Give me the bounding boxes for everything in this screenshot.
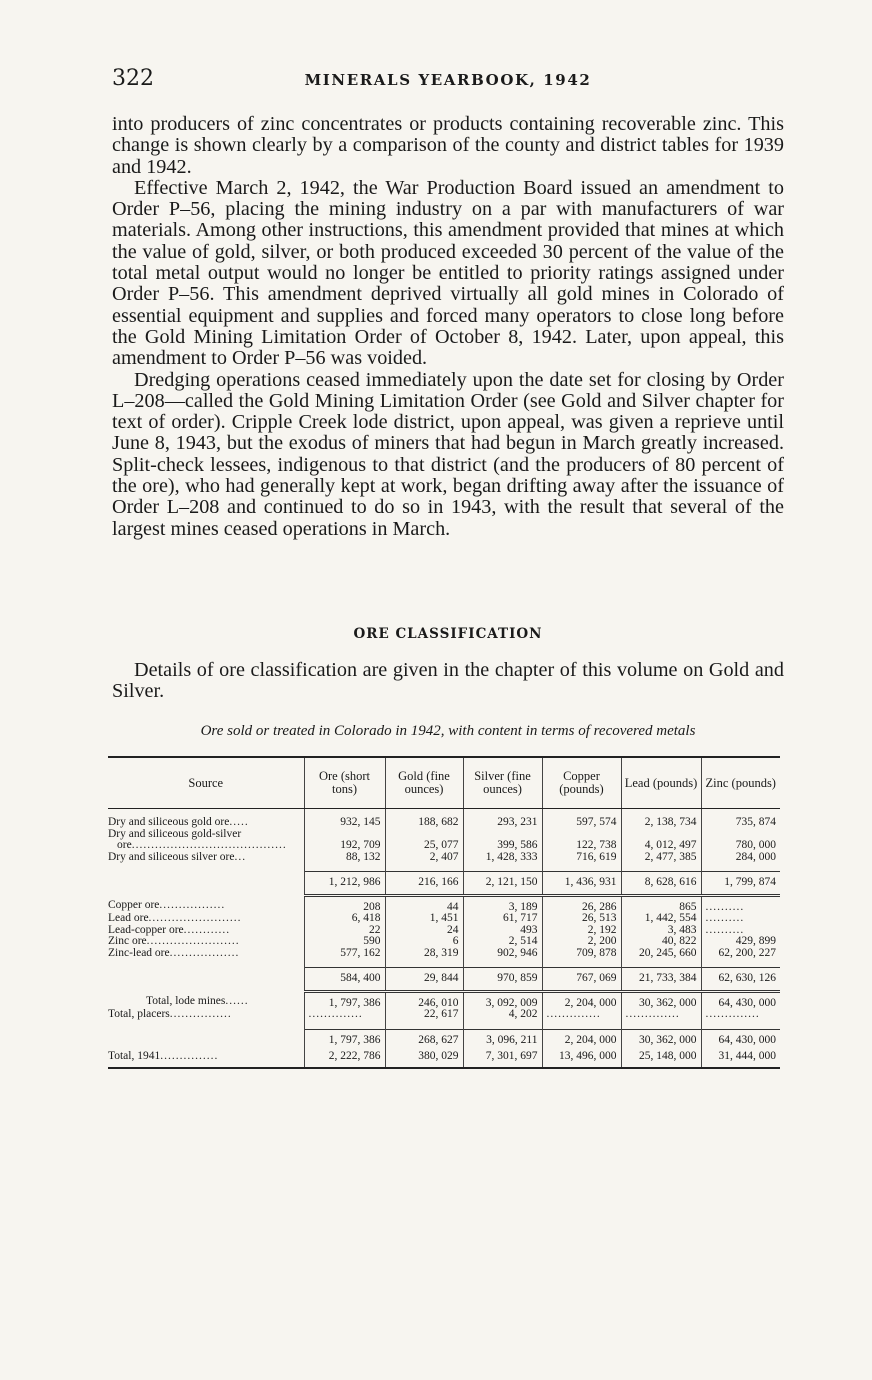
row-label: Total, placers xyxy=(108,1008,170,1020)
table-cell: 88, 132 xyxy=(304,852,385,864)
table-cell: 6 xyxy=(385,936,463,948)
row-label: Dry and siliceous gold ore xyxy=(108,816,230,828)
table-cell: 22, 617 xyxy=(385,1009,463,1021)
table-cell: 1, 797, 386 xyxy=(304,991,385,1009)
table-cell: 1, 442, 554 xyxy=(621,913,701,925)
table-cell: 216, 166 xyxy=(385,872,463,896)
table-row: Lead-copper ore............ 22 24 493 2, 192 3, 483 .......... xyxy=(108,925,780,937)
row-label: Total, 1941 xyxy=(108,1050,161,1062)
paragraph-war-production-board: Effective March 2, 1942, the War Production Board issued an amendment to Order P–56, placing the mining industry on a par with manufacturers of war materials. Among other instructions, this amendment provided that mines at which the value of gold, silver, or both produced exceeded 30 percent of the value of the total metal output would no longer be entitled to priority ratings assigned under Order P–56. This amendment deprived virtually all gold mines in Colorado of essential equipment and supplies and forced many operators to close long before the Gold Mining Limitation Order of October 8, 1942. Later, upon appeal, this amendment to Order P–56 was voided. xyxy=(112,176,784,370)
table-cell-empty: .......... xyxy=(701,895,780,913)
page-number: 322 xyxy=(112,66,154,91)
table-cell: 3, 096, 211 xyxy=(463,1029,542,1051)
table-cell: 6, 418 xyxy=(304,913,385,925)
table-cell: 25, 077 xyxy=(385,840,463,852)
table-cell: 26, 513 xyxy=(542,913,621,925)
table-row: Total, lode mines...... 1, 797, 386 246, 010 3, 092, 009 2, 204, 000 30, 362, 000 64, 430, 000 xyxy=(108,991,780,1009)
table-cell: 20, 245, 660 xyxy=(621,948,701,960)
table-cell: 44 xyxy=(385,895,463,913)
table-cell: 8, 628, 616 xyxy=(621,872,701,896)
running-title: MINERALS YEARBOOK, 1942 xyxy=(304,71,592,89)
table-cell: 584, 400 xyxy=(304,968,385,992)
table-cell: 932, 145 xyxy=(304,817,385,829)
header-silver: Silver (fine ounces) xyxy=(463,757,542,809)
table-cell: 24 xyxy=(385,925,463,937)
table-cell: 4, 012, 497 xyxy=(621,840,701,852)
table-cell: 709, 878 xyxy=(542,948,621,960)
header-ore: Ore (short tons) xyxy=(304,757,385,809)
table-cell: 284, 000 xyxy=(701,852,780,864)
page-header xyxy=(112,66,784,96)
table-cell: 399, 586 xyxy=(463,840,542,852)
table-cell: 716, 619 xyxy=(542,852,621,864)
table-cell: 1, 428, 333 xyxy=(463,852,542,864)
table-cell-empty: .............. xyxy=(304,1009,385,1021)
section-text xyxy=(112,660,784,703)
header-source: Source xyxy=(108,757,304,809)
table-cell: 246, 010 xyxy=(385,991,463,1009)
table-row: Copper ore................. 208 44 3, 189 26, 286 865 .......... xyxy=(108,895,780,913)
table-cell: 2, 138, 734 xyxy=(621,817,701,829)
table-row: Zinc-lead ore.................. 577, 162 28, 319 902, 946 709, 878 20, 245, 660 62, 200, 227 xyxy=(108,948,780,960)
table-cell: 2, 192 xyxy=(542,925,621,937)
header-gold: Gold (fine ounces) xyxy=(385,757,463,809)
table-cell: 1, 212, 986 xyxy=(304,872,385,896)
grand-total-row xyxy=(108,1029,780,1051)
table-cell: 293, 231 xyxy=(463,817,542,829)
table-cell: 2, 204, 000 xyxy=(542,991,621,1009)
table-cell: 493 xyxy=(463,925,542,937)
row-label: Lead ore xyxy=(108,912,149,924)
table-cell: 21, 733, 384 xyxy=(621,968,701,992)
table-cell: 4, 202 xyxy=(463,1009,542,1021)
table-cell: 2, 121, 150 xyxy=(463,872,542,896)
table-cell: 122, 738 xyxy=(542,840,621,852)
table-cell: 30, 362, 000 xyxy=(621,1029,701,1051)
row-label: Lead-copper ore xyxy=(108,923,184,936)
table-cell: 1, 797, 386 xyxy=(304,1029,385,1051)
table-row: ore........................................ 192, 709 25, 077 399, 586 122, 738 4, 012, 497 780, 000 xyxy=(108,840,780,852)
table-cell: 208 xyxy=(304,895,385,913)
table-cell: 62, 200, 227 xyxy=(701,948,780,960)
table-header-row xyxy=(108,757,780,809)
row-label: Dry and siliceous gold-silver xyxy=(108,827,242,840)
table-cell: 577, 162 xyxy=(304,948,385,960)
table-cell-empty: .............. xyxy=(621,1009,701,1021)
table-cell: 64, 430, 000 xyxy=(701,1029,780,1051)
table-cell: 429, 899 xyxy=(701,936,780,948)
table-cell: 13, 496, 000 xyxy=(542,1051,621,1068)
table-row: Total, placers................ .............. 22, 617 4, 202 .............. .............. .............. xyxy=(108,1009,780,1021)
header-copper: Copper (pounds) xyxy=(542,757,621,809)
row-label: Copper ore xyxy=(108,899,160,911)
header-lead: Lead (pounds) xyxy=(621,757,701,809)
table-cell: 22 xyxy=(304,925,385,937)
section-heading: ORE CLASSIFICATION xyxy=(353,626,543,642)
header-zinc: Zinc (pounds) xyxy=(701,757,780,809)
table-cell-empty: .............. xyxy=(701,1009,780,1021)
table-cell: 30, 362, 000 xyxy=(621,991,701,1009)
table-cell: 64, 430, 000 xyxy=(701,991,780,1009)
table-cell: 29, 844 xyxy=(385,968,463,992)
table-cell: 61, 717 xyxy=(463,913,542,925)
row-label: Zinc ore xyxy=(108,935,147,947)
table-cell: 970, 859 xyxy=(463,968,542,992)
table-cell: 62, 630, 126 xyxy=(701,968,780,992)
table-cell: 865 xyxy=(621,895,701,913)
table-cell: 3, 092, 009 xyxy=(463,991,542,1009)
table-cell: 2, 514 xyxy=(463,936,542,948)
table-cell: 188, 682 xyxy=(385,817,463,829)
row-label: Total, lode mines xyxy=(146,995,226,1007)
table-cell: 3, 483 xyxy=(621,925,701,937)
table-row: Total, 1941............... 2, 222, 786 380, 029 7, 301, 697 13, 496, 000 25, 148, 000 31, 444, 000 xyxy=(108,1051,780,1068)
table-cell: 7, 301, 697 xyxy=(463,1051,542,1068)
table-cell: 1, 436, 931 xyxy=(542,872,621,896)
table-cell: 31, 444, 000 xyxy=(701,1051,780,1068)
table-cell: 380, 029 xyxy=(385,1051,463,1068)
table-cell: 780, 000 xyxy=(701,840,780,852)
paragraph-ore-classification: Details of ore classification are given in the chapter of this volume on Gold and Silver. xyxy=(112,659,784,703)
table-row: Zinc ore........................ 590 6 2, 514 2, 200 40, 822 429, 899 xyxy=(108,936,780,948)
table-cell: 1, 799, 874 xyxy=(701,872,780,896)
table-cell: 767, 069 xyxy=(542,968,621,992)
table-cell: 902, 946 xyxy=(463,948,542,960)
table-cell: 192, 709 xyxy=(304,840,385,852)
paragraph-dredging-operations: Dredging operations ceased immediately upon the date set for closing by Order L–208—called the Gold Mining Limitation Order (see Gold and Silver chapter for text of order). Cripple Creek lode district, upon appeal, was given a reprieve until June 8, 1943, but the exodus of miners that had begun in March greatly increased. Split-check lessees, indigenous to that district (and the producers of 80 percent of the ore), who had generally kept at work, began drifting away after the issuance of Order L–208 and continued to do so in 1943, with the result that several of the largest mines ceased operations in March. xyxy=(112,368,784,540)
subtotal-row xyxy=(108,968,780,992)
table-cell-empty: .......... xyxy=(701,925,780,937)
ore-table xyxy=(108,756,780,1069)
table-cell: 1, 451 xyxy=(385,913,463,925)
row-label: Dry and siliceous silver ore xyxy=(108,850,235,863)
table-cell-empty: .......... xyxy=(701,913,780,925)
table-cell: 2, 477, 385 xyxy=(621,852,701,864)
row-label: Zinc-lead ore xyxy=(108,946,170,959)
table-cell-empty: .............. xyxy=(542,1009,621,1021)
paragraph-continued: into producers of zinc concentrates or products containing recoverable zinc. This change is shown clearly by a comparison of the county and district tables for 1939 and 1942. xyxy=(112,113,784,178)
table-cell: 40, 822 xyxy=(621,936,701,948)
table-cell: 25, 148, 000 xyxy=(621,1051,701,1068)
table-cell: 735, 874 xyxy=(701,817,780,829)
table-cell: 2, 407 xyxy=(385,852,463,864)
table-row: Dry and siliceous gold ore..... 932, 145 188, 682 293, 231 597, 574 2, 138, 734 735, 874 xyxy=(108,817,780,829)
table-cell: 2, 204, 000 xyxy=(542,1029,621,1051)
table-row: Dry and siliceous silver ore... 88, 132 2, 407 1, 428, 333 716, 619 2, 477, 385 284, 000 xyxy=(108,852,780,864)
table-cell: 3, 189 xyxy=(463,895,542,913)
body-text xyxy=(112,114,784,540)
table-cell: 597, 574 xyxy=(542,817,621,829)
table-row: Lead ore........................ 6, 418 1, 451 61, 717 26, 513 1, 442, 554 .......... xyxy=(108,913,780,925)
subtotal-row xyxy=(108,872,780,896)
row-label: ore xyxy=(117,839,132,851)
table-cell: 2, 222, 786 xyxy=(304,1051,385,1068)
table-cell: 2, 200 xyxy=(542,936,621,948)
table-cell: 28, 319 xyxy=(385,948,463,960)
table-cell: 268, 627 xyxy=(385,1029,463,1051)
table-cell: 590 xyxy=(304,936,385,948)
table-cell: 26, 286 xyxy=(542,895,621,913)
table-caption: Ore sold or treated in Colorado in 1942, with content in terms of recovered metals xyxy=(200,723,696,739)
